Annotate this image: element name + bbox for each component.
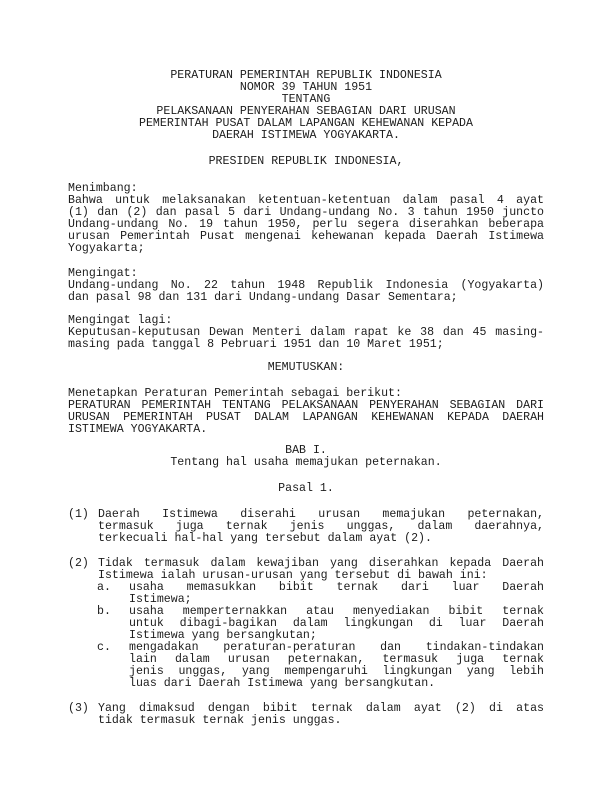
text-line: URUSAN PEMERINTAH PUSAT DALAM LAPANGAN KEHEWANAN KEPADA DAERAH bbox=[68, 411, 544, 424]
text-line: Yogyakarta; bbox=[68, 242, 145, 255]
pasal-1-ayat-1 bbox=[68, 509, 544, 545]
issuing-authority bbox=[68, 156, 544, 168]
document-body bbox=[68, 70, 544, 727]
text-line: urusan Pemerintah Pusat mengenai kehewanan kepada Daerah Istimewa bbox=[68, 230, 544, 243]
text-line: Tidak termasuk dalam kewajiban yang diserahkan kepada Daerah bbox=[98, 557, 544, 570]
text-line: MEMUTUSKAN: bbox=[267, 361, 345, 374]
text-line: Undang-undang No. 19 tahun 1950, perlu segera diserahkan beberapa bbox=[68, 218, 544, 231]
text-line: PERATURAN PEMERINTAH TENTANG PELAKSANAAN PENYERAHAN SEBAGIAN DARI bbox=[68, 399, 544, 412]
menimbang-section bbox=[68, 183, 544, 255]
text-line: jenis unggas, yang mempengaruhi lingkungan yang lebih bbox=[129, 665, 544, 678]
text-line: Istimewa yang bersangkutan; bbox=[129, 629, 317, 642]
text-line: untuk dibagi-bagikan dalam lingkungan di luar Daerah bbox=[129, 617, 544, 630]
text-line: lain dalam urusan peternakan, termasuk juga ternak bbox=[129, 653, 544, 666]
text-line: PRESIDEN REPUBLIK INDONESIA, bbox=[208, 155, 404, 168]
item-marker: c. bbox=[97, 641, 111, 654]
text-line: mengadakan peraturan-peraturan dan tindakan-tindakan bbox=[129, 641, 544, 654]
text-line: Yang dimaksud dengan bibit ternak dalam ayat (2) di atas bbox=[98, 702, 544, 715]
text-line: Menimbang: bbox=[68, 182, 138, 195]
text-line: PEMERINTAH PUSAT DALAM LAPANGAN KEHEWANAN KEPADA bbox=[139, 117, 473, 130]
text-line: (1) dan (2) dan pasal 5 dari Undang-undang No. 3 tahun 1950 juncto bbox=[68, 206, 544, 219]
text-line: Undang-undang No. 22 tahun 1948 Republik Indonesia (Yogyakarta) bbox=[68, 279, 544, 292]
text-line: Mengingat lagi: bbox=[68, 314, 173, 327]
text-line: masing pada tanggal 8 Pebruari 1951 dan 10 Maret 1951; bbox=[68, 338, 444, 351]
text-line: BAB I. bbox=[285, 444, 327, 457]
text-line: termasuk juga ternak jenis unggas, dalam daerahnya, bbox=[98, 520, 544, 533]
pasal-1-ayat-2-sub-a bbox=[97, 582, 544, 606]
text-line: usaha memasukkan bibit ternak dari luar Daerah bbox=[129, 581, 544, 594]
item-marker: (2) bbox=[68, 557, 89, 570]
text-line: Istimewa; bbox=[129, 593, 192, 606]
bab-1-heading bbox=[68, 445, 544, 469]
text-line: ISTIMEWA YOGYAKARTA. bbox=[68, 423, 208, 436]
item-marker: (3) bbox=[68, 702, 89, 715]
item-marker: (1) bbox=[68, 508, 89, 521]
menetapkan-section bbox=[68, 388, 544, 436]
text-line: terkecuali hal-hal yang tersebut dalam ayat (2). bbox=[98, 532, 432, 545]
text-line: usaha memperternakkan atau menyediakan bibit ternak bbox=[129, 605, 544, 618]
text-line: luas dari Daerah Istimewa yang bersangkutan. bbox=[129, 677, 436, 690]
item-marker: a. bbox=[97, 581, 111, 594]
text-line: Pasal 1. bbox=[278, 482, 334, 495]
text-line: PELAKSANAAN PENYERAHAN SEBAGIAN DARI URUSAN bbox=[156, 105, 456, 118]
text-line: Keputusan-keputusan Dewan Menteri dalam rapat ke 38 dan 45 masing- bbox=[68, 326, 544, 339]
memutuskan-heading bbox=[68, 362, 544, 374]
text-line: Menetapkan Peraturan Pemerintah sebagai berikut: bbox=[68, 387, 402, 400]
text-line: Daerah Istimewa diserahi urusan memajukan peternakan, bbox=[98, 508, 544, 521]
pasal-1-ayat-3 bbox=[68, 703, 544, 727]
mengingat-section bbox=[68, 268, 544, 304]
pasal-1-ayat-2 bbox=[68, 558, 544, 582]
text-line: dan pasal 98 dan 131 dari Undang-undang Dasar Sementara; bbox=[68, 291, 458, 304]
text-line: Istimewa ialah urusan-urusan yang tersebut di bawah ini: bbox=[98, 569, 488, 582]
pasal-1-heading bbox=[68, 483, 544, 495]
text-line: PERATURAN PEMERINTAH REPUBLIK INDONESIA bbox=[170, 69, 442, 82]
text-line: TENTANG bbox=[281, 93, 331, 106]
text-line: Mengingat: bbox=[68, 267, 138, 280]
text-line: Tentang hal usaha memajukan peternakan. bbox=[170, 456, 442, 469]
pasal-1-ayat-2-sub-c bbox=[97, 642, 544, 690]
text-line: tidak termasuk ternak jenis unggas. bbox=[98, 714, 342, 727]
mengingat-lagi-section bbox=[68, 315, 544, 351]
document-title bbox=[68, 70, 544, 142]
pasal-1-ayat-2-sub-b bbox=[97, 606, 544, 642]
text-line: DAERAH ISTIMEWA YOGYAKARTA. bbox=[212, 129, 400, 142]
text-line: Bahwa untuk melaksanakan ketentuan-ketentuan dalam pasal 4 ayat bbox=[68, 194, 544, 207]
item-marker: b. bbox=[97, 605, 111, 618]
text-line: NOMOR 39 TAHUN 1951 bbox=[239, 81, 373, 94]
